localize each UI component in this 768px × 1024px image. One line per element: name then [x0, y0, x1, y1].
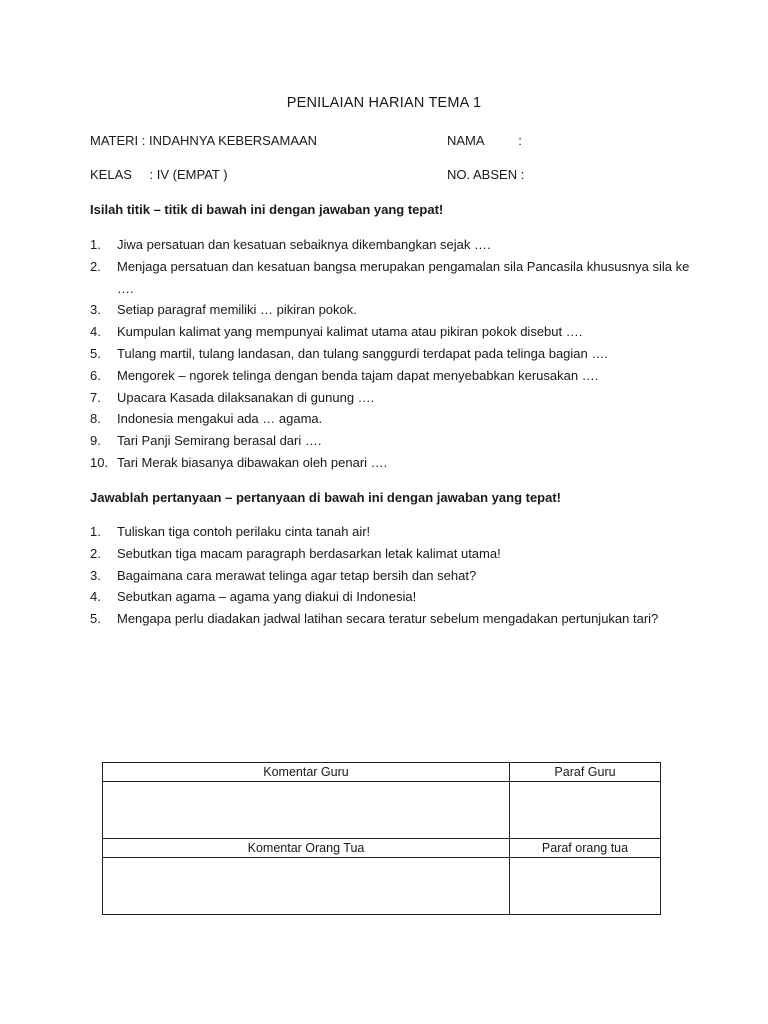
item-text: Tuliskan tiga contoh perilaku cinta tanah air! — [117, 524, 371, 539]
signature-table — [102, 762, 661, 915]
list-item — [90, 299, 690, 321]
item-number: 4. — [90, 589, 101, 605]
list-item — [90, 256, 690, 300]
list-item — [90, 387, 690, 409]
item-text: Setiap paragraf memiliki … pikiran pokok. — [117, 302, 357, 318]
list-item — [90, 430, 690, 452]
item-text: Mengorek – ngorek telinga dengan benda tajam dapat menyebabkan kerusakan …. — [117, 367, 599, 383]
list-item — [90, 565, 690, 587]
komentar-orang-tua-cell[interactable] — [103, 858, 510, 915]
list-item — [90, 521, 690, 543]
list-item — [90, 543, 690, 565]
item-number: 1. — [90, 524, 101, 539]
item-text: Upacara Kasada dilaksanakan di gunung …. — [117, 389, 375, 405]
page-title: PENILAIAN HARIAN TEMA 1 — [286, 95, 482, 111]
item-text: Kumpulan kalimat yang mempunyai kalimat utama atau pikiran pokok disebut …. — [117, 324, 583, 340]
item-number: 2. — [90, 545, 101, 561]
list-item — [90, 408, 690, 430]
materi-label: MATERI : INDAHNYA KEBERSAMAAN — [90, 133, 318, 148]
paraf-orang-tua-cell[interactable] — [510, 858, 661, 915]
section2-instruction: Jawablah pertanyaan – pertanyaan di bawah ini dengan jawaban yang tepat! — [90, 490, 562, 505]
item-text: Menjaga persatuan dan kesatuan bangsa merupakan pengamalan sila Pancasila khususnya sila ke …. — [117, 258, 690, 296]
item-text: Sebutkan agama – agama yang diakui di Indonesia! — [117, 589, 417, 605]
nama-field — [447, 133, 522, 148]
item-text: Bagaimana cara merawat telinga agar tetap bersih dan sehat? — [117, 567, 477, 583]
item-number: 5. — [90, 345, 101, 361]
item-number: 2. — [90, 258, 101, 274]
item-text: Indonesia mengakui ada … agama. — [117, 411, 323, 427]
item-text: Sebutkan tiga macam paragraph berdasarkan letak kalimat utama! — [117, 545, 501, 561]
list-item — [90, 343, 690, 365]
item-number: 10. — [90, 454, 109, 470]
section1-list — [90, 234, 690, 474]
nama-colon: : — [518, 133, 522, 148]
list-item — [90, 365, 690, 387]
paraf-guru-header: Paraf Guru — [510, 763, 661, 782]
item-number: 3. — [90, 567, 101, 583]
absen-label: NO. ABSEN : — [447, 167, 525, 182]
item-text: Tari Merak biasanya dibawakan oleh penari …. — [117, 454, 388, 470]
komentar-guru-cell[interactable] — [103, 782, 510, 839]
list-item — [90, 608, 690, 630]
list-item — [90, 586, 690, 608]
list-item — [90, 234, 690, 256]
item-number: 7. — [90, 389, 101, 405]
item-number: 3. — [90, 302, 101, 318]
item-text: Jiwa persatuan dan kesatuan sebaiknya dikembangkan sejak …. — [117, 237, 491, 252]
kelas-field — [90, 167, 228, 182]
item-number: 6. — [90, 367, 101, 383]
item-number: 4. — [90, 324, 101, 340]
item-text: Tulang martil, tulang landasan, dan tulang sanggurdi terdapat pada telinga bagian …. — [117, 345, 608, 361]
item-text: Tari Panji Semirang berasal dari …. — [117, 433, 322, 449]
komentar-guru-header: Komentar Guru — [103, 763, 510, 782]
item-number: 9. — [90, 433, 101, 449]
komentar-orang-tua-header: Komentar Orang Tua — [103, 839, 510, 858]
section1-instruction: Isilah titik – titik di bawah ini dengan jawaban yang tepat! — [90, 202, 444, 217]
item-number: 8. — [90, 411, 101, 427]
section2-list — [90, 521, 690, 630]
nama-label: NAMA — [447, 133, 485, 148]
paraf-guru-cell[interactable] — [510, 782, 661, 839]
paraf-orang-tua-header: Paraf orang tua — [510, 839, 661, 858]
item-text: Mengapa perlu diadakan jadwal latihan secara teratur sebelum mengadakan pertunjukan tari? — [117, 611, 659, 627]
kelas-value: : IV (EMPAT ) — [149, 167, 228, 182]
kelas-label: KELAS — [90, 167, 132, 182]
list-item — [90, 452, 690, 474]
list-item — [90, 321, 690, 343]
item-number: 5. — [90, 611, 101, 627]
item-number: 1. — [90, 237, 101, 252]
